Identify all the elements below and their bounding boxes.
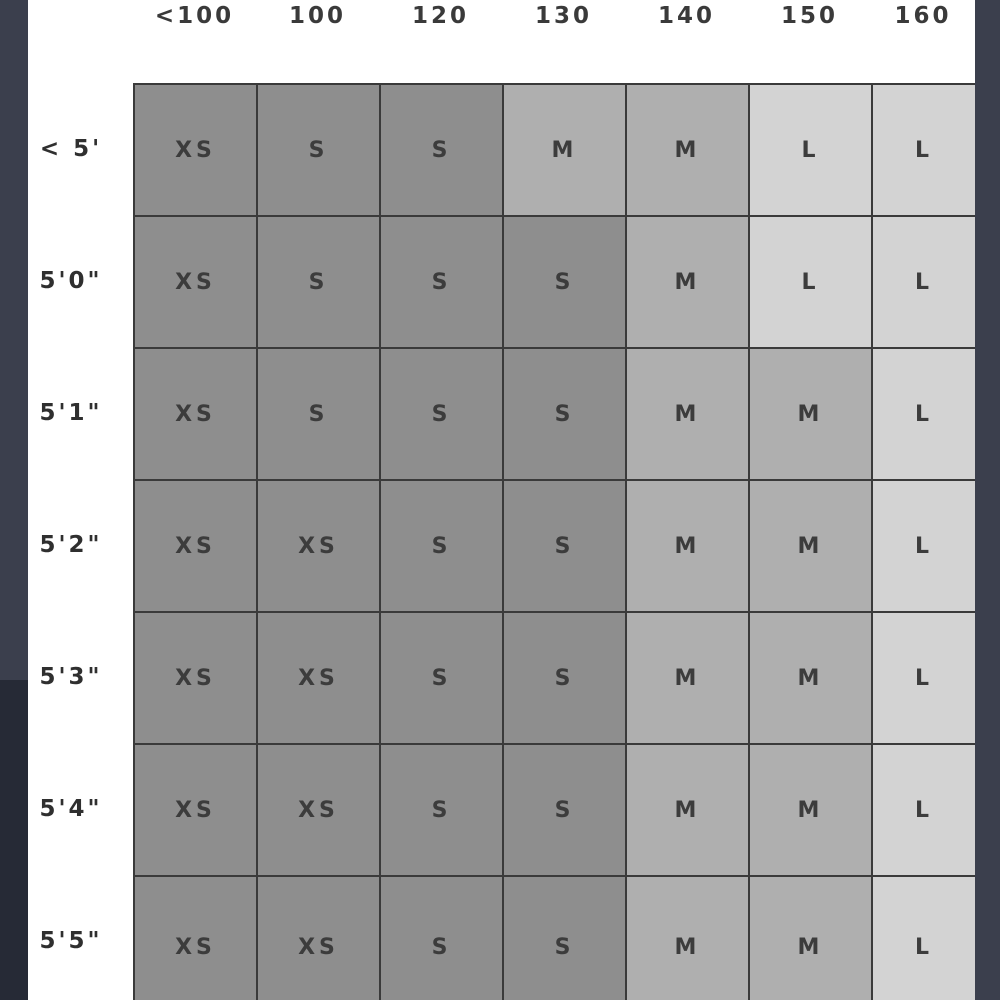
height-row-header: < 5' — [39, 136, 103, 162]
height-row-header: 5'5" — [39, 928, 103, 954]
size-cell: S — [379, 347, 502, 479]
weight-column-header: <100 — [154, 3, 235, 29]
weight-column-header: 140 — [657, 3, 715, 29]
size-cell: L — [871, 875, 975, 1000]
size-cell: S — [379, 743, 502, 875]
size-cell: M — [625, 611, 748, 743]
size-cell: XS — [133, 479, 256, 611]
size-cell: M — [625, 215, 748, 347]
size-cell: M — [625, 743, 748, 875]
size-cell: M — [748, 347, 871, 479]
size-cell: L — [748, 215, 871, 347]
size-cell: L — [871, 743, 975, 875]
size-cell: M — [748, 479, 871, 611]
size-cell: S — [379, 215, 502, 347]
size-cell: S — [502, 347, 625, 479]
size-cell: S — [502, 479, 625, 611]
height-row-header: 5'4" — [39, 796, 103, 822]
height-row-header: 5'1" — [39, 400, 103, 426]
size-cell: XS — [256, 743, 379, 875]
size-cell: M — [748, 611, 871, 743]
size-cell: XS — [133, 611, 256, 743]
size-cell: XS — [133, 347, 256, 479]
size-cell: L — [871, 611, 975, 743]
size-cell: S — [502, 743, 625, 875]
size-cell: M — [625, 83, 748, 215]
weight-column-header: 150 — [780, 3, 838, 29]
size-cell: L — [871, 479, 975, 611]
size-cell: L — [871, 347, 975, 479]
size-cell: S — [379, 479, 502, 611]
weight-column-header: 120 — [411, 3, 469, 29]
size-cell: M — [748, 875, 871, 1000]
size-cell: XS — [133, 215, 256, 347]
size-cell: M — [748, 743, 871, 875]
weight-column-header: 160 — [894, 3, 952, 29]
height-row-header: 5'2" — [39, 532, 103, 558]
size-cell: L — [871, 215, 975, 347]
size-cell: M — [625, 479, 748, 611]
size-cell: XS — [256, 611, 379, 743]
size-cell: S — [256, 347, 379, 479]
size-cell: S — [256, 215, 379, 347]
size-cell: L — [748, 83, 871, 215]
size-cell: XS — [133, 83, 256, 215]
size-cell: M — [502, 83, 625, 215]
size-cell: XS — [133, 875, 256, 1000]
size-cell: S — [379, 83, 502, 215]
size-cell: S — [379, 611, 502, 743]
left-edge-bar-lower — [0, 680, 28, 1000]
size-cell: XS — [256, 875, 379, 1000]
size-cell: XS — [133, 743, 256, 875]
size-cell: L — [871, 83, 975, 215]
size-cell: M — [625, 875, 748, 1000]
size-cell: S — [502, 875, 625, 1000]
size-cell: XS — [256, 479, 379, 611]
height-row-header: 5'3" — [39, 664, 103, 690]
size-cell: S — [256, 83, 379, 215]
size-cell: S — [379, 875, 502, 1000]
weight-column-header: 130 — [534, 3, 592, 29]
height-row-header: 5'0" — [39, 268, 103, 294]
weight-column-header: 100 — [288, 3, 346, 29]
size-cell: M — [625, 347, 748, 479]
right-edge-bar — [975, 0, 1000, 1000]
size-cell: S — [502, 611, 625, 743]
size-cell: S — [502, 215, 625, 347]
